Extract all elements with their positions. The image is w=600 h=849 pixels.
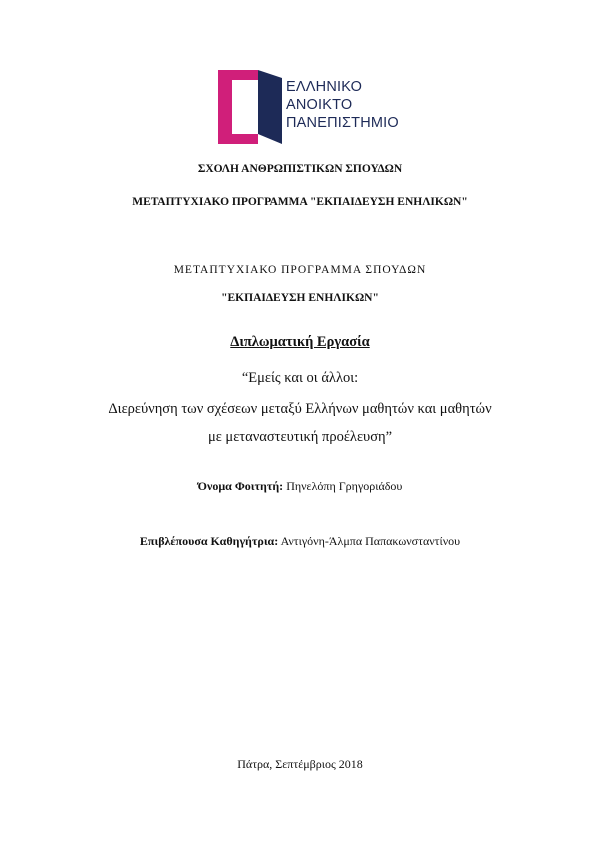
thesis-title-line-1: “Εμείς και οι άλλοι: (241, 370, 359, 386)
logo-line-2: ΑΝΟΙΚΤΟ (286, 97, 353, 113)
place-date: Πάτρα, Σεπτέμβριος 2018 (237, 757, 363, 771)
program-subheader: ΜΕΤΑΠΤΥΧΙΑΚΟ ΠΡΟΓΡΑΜΜΑ ΣΠΟΥΔΩΝ (173, 264, 427, 276)
university-logo-mark-icon (218, 70, 282, 144)
thesis-title-line-3: με μεταναστευτική προέλευση” (207, 429, 393, 445)
supervisor-label: Επιβλέπουσα Καθηγήτρια: (139, 534, 279, 548)
document-type: Διπλωματική Εργασία (230, 334, 370, 350)
student-row (0, 479, 600, 494)
university-logo (218, 70, 408, 144)
student-name: Πηνελόπη Γρηγοριάδου (286, 479, 403, 493)
thesis-title-line-2: Διερεύνηση των σχέσεων μεταξύ Ελλήνων μαθητών και μαθητών (108, 401, 492, 417)
university-logo-text (286, 78, 399, 132)
supervisor-row (0, 534, 600, 549)
student-label: Όνομα Φοιτητή: (197, 479, 284, 493)
program-header: ΜΕΤΑΠΤΥΧΙΑΚΟ ΠΡΟΓΡΑΜΜΑ "ΕΚΠΑΙΔΕΥΣΗ ΕΝΗΛΙΚΩΝ" (132, 196, 468, 208)
program-name: "ΕΚΠΑΙΔΕΥΣΗ ΕΝΗΛΙΚΩΝ" (221, 292, 379, 304)
logo-line-1: ΕΛΛΗΝΙΚΟ (286, 79, 363, 95)
school-name: ΣΧΟΛΗ ΑΝΘΡΩΠΙΣΤΙΚΩΝ ΣΠΟΥΔΩΝ (197, 163, 403, 175)
supervisor-name: Αντιγόνη-Άλμπα Παπακωνσταντίνου (280, 534, 461, 548)
logo-line-3: ΠΑΝΕΠΙΣΤΗΜΙΟ (286, 115, 399, 131)
